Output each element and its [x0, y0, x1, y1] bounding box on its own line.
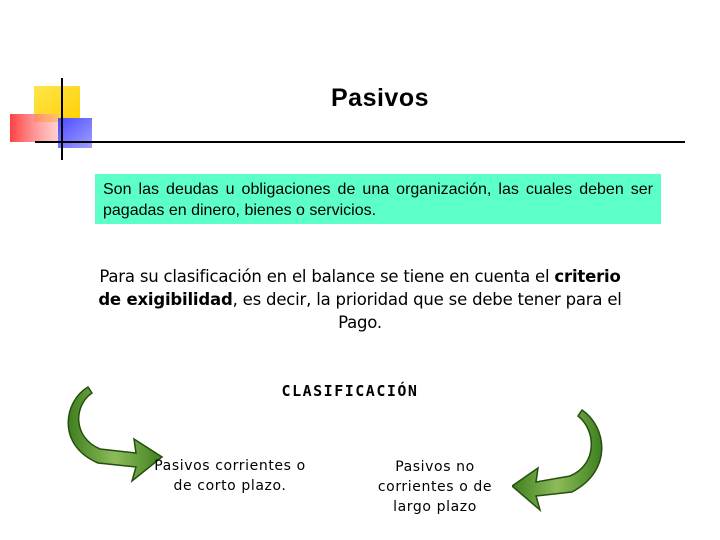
- right-curved-arrow-icon: [512, 408, 612, 512]
- classification-heading: CLASIFICACIÓN: [281, 382, 419, 400]
- definition-box: Son las deudas u obligaciones de una organización, las cuales deben ser pagadas en dinero, bienes o servicios.: [95, 174, 661, 224]
- criteria-text-start: Para su clasificación en el balance se tiene en cuenta el: [99, 267, 555, 286]
- criteria-text-end: , es decir, la prioridad que se debe tener para el Pago.: [232, 290, 622, 332]
- slide-title: Pasivos: [330, 84, 429, 112]
- title-divider: [35, 141, 685, 143]
- criteria-paragraph: [86, 265, 634, 334]
- classification-item-current: Pasivos corrientes o de corto plazo.: [154, 458, 306, 494]
- criteria-emphasis: criterio de exigibilidad: [98, 267, 621, 309]
- classification-item-noncurrent: Pasivos no corrientes o de largo plazo: [377, 459, 493, 515]
- corner-squares-icon: [0, 0, 120, 170]
